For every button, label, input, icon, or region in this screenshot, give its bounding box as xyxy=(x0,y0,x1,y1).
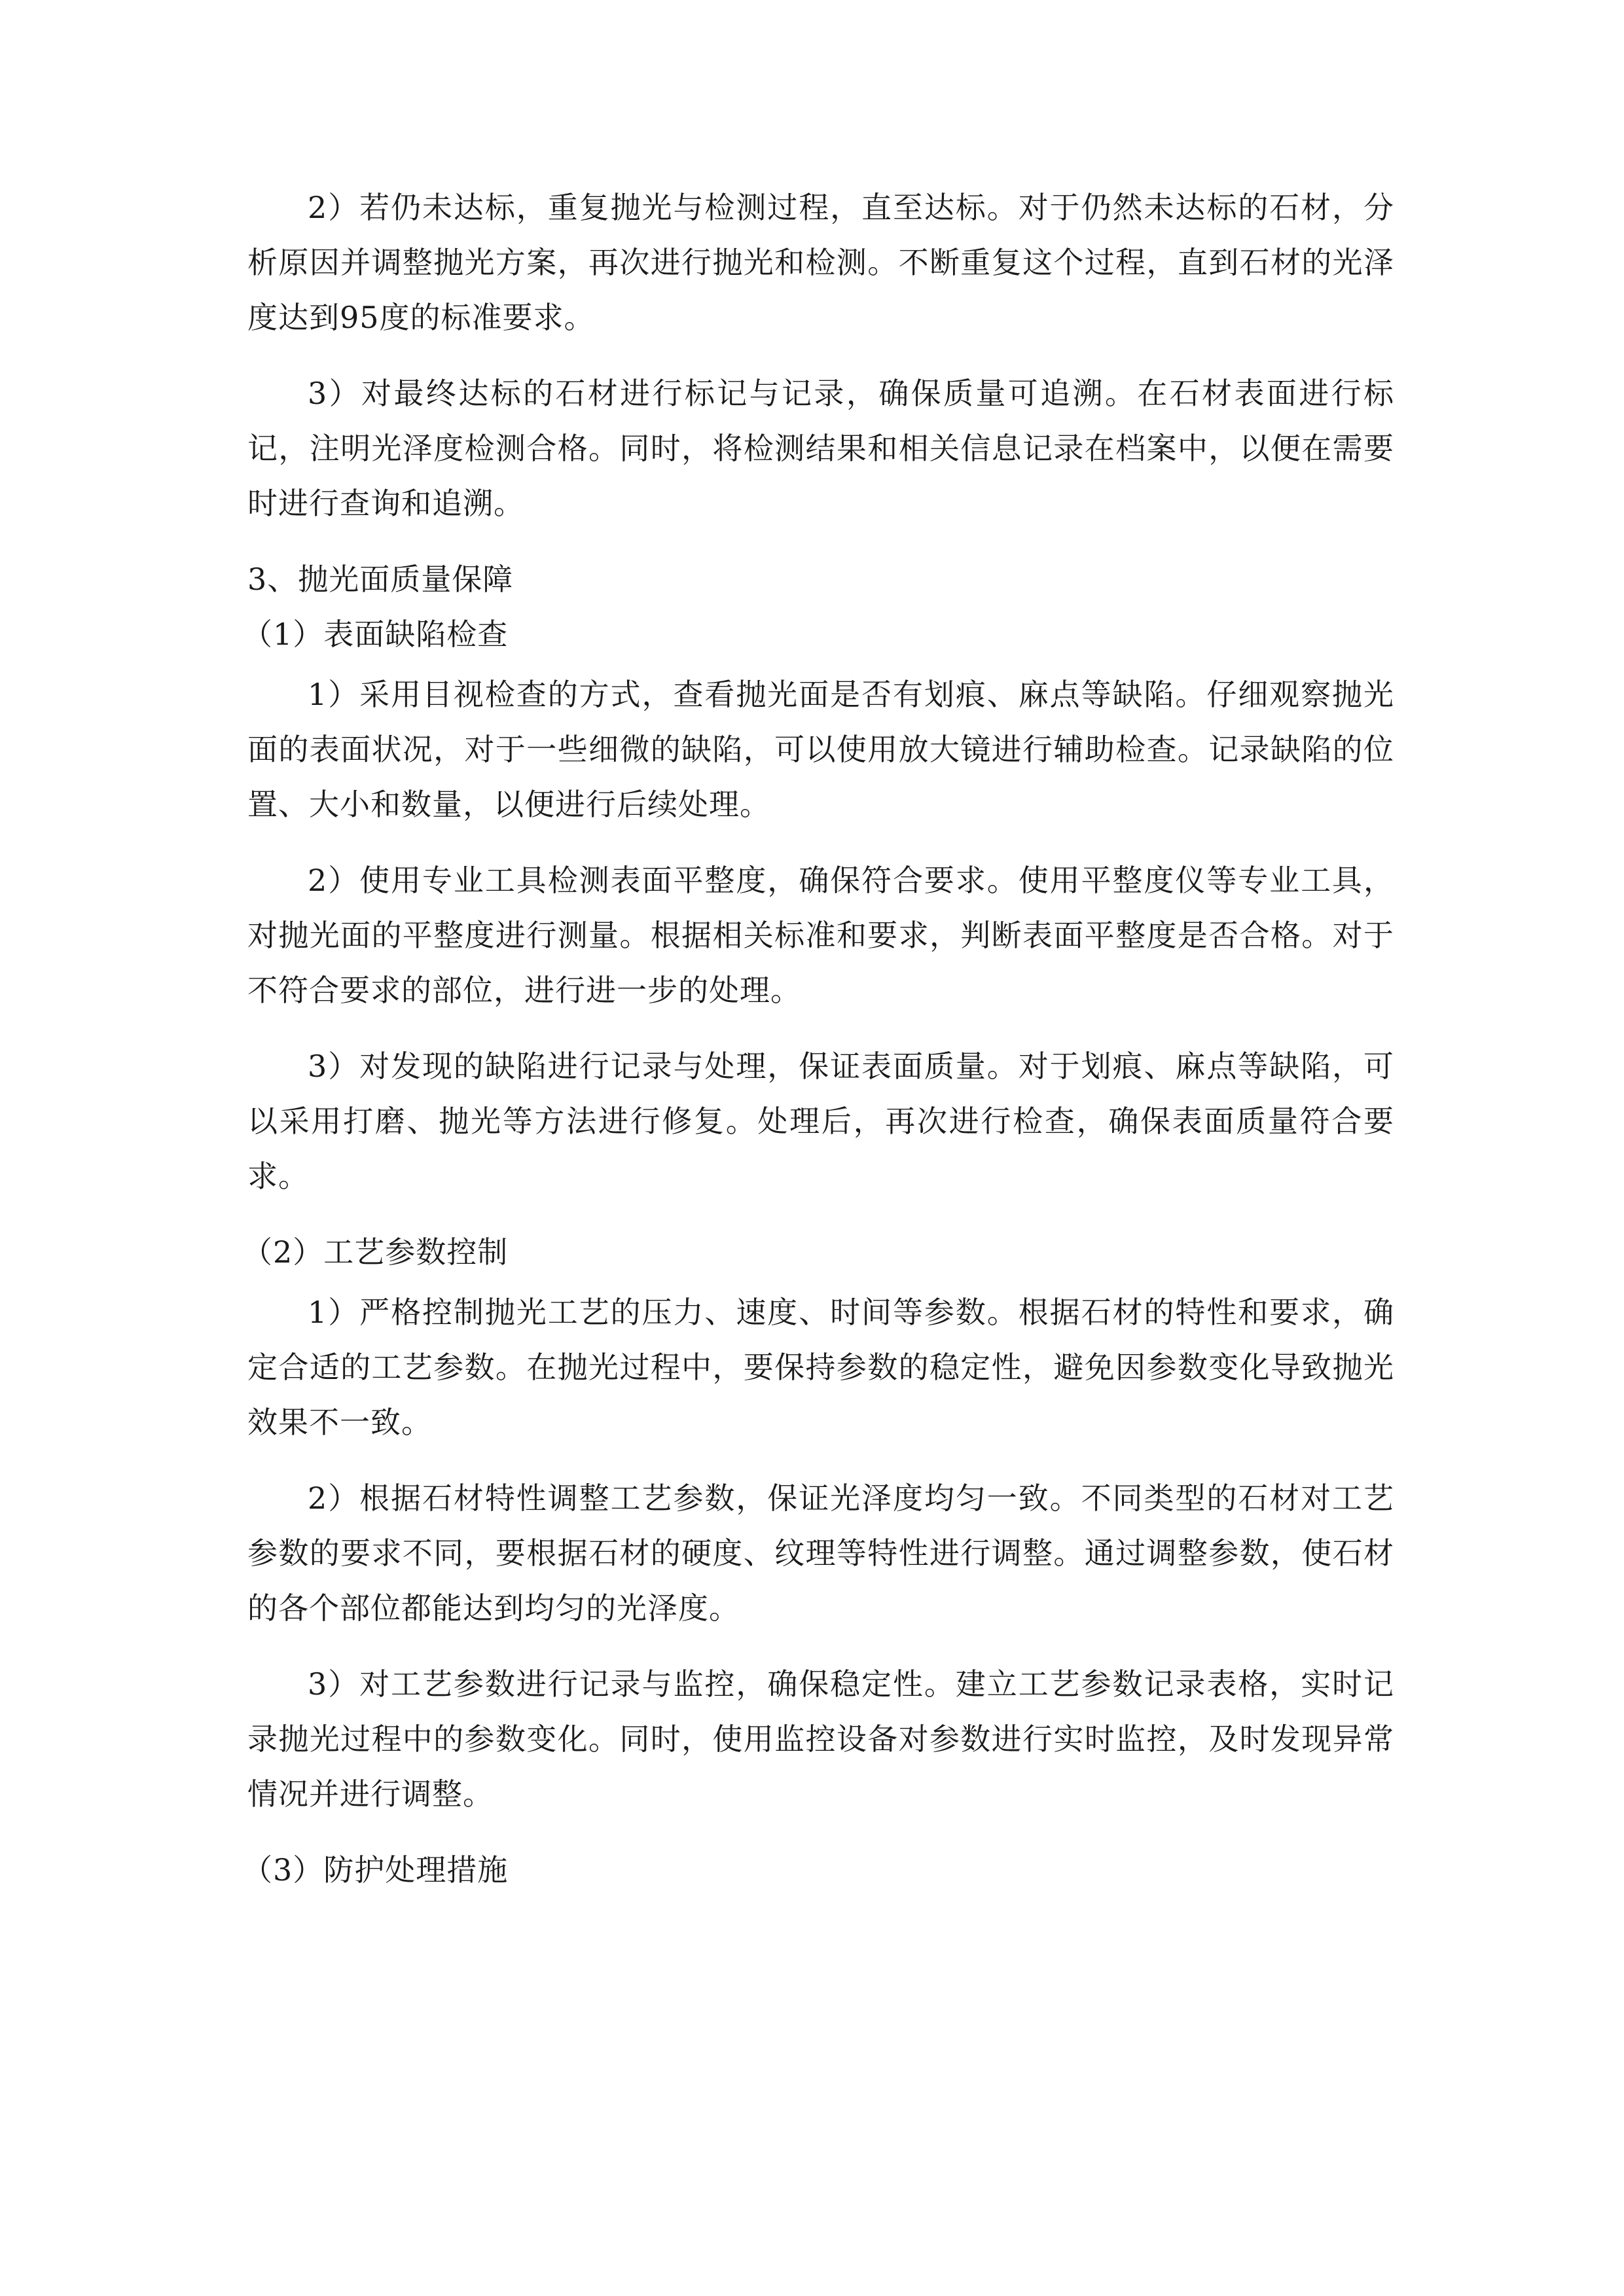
section-heading-polish-quality: 3、抛光面质量保障 xyxy=(247,562,514,597)
subsection-heading-surface-defects: （1）表面缺陷检查 xyxy=(242,617,509,652)
paragraph-marking-records: 3）对最终达标的石材进行标记与记录，确保质量可追溯。在石材表面进行标记，注明光泽度检测合格。同时，将检测结果和相关信息记录在档案中，以便在需要时进行查询和追溯。 xyxy=(247,376,1394,521)
paragraph-adjust-params: 2）根据石材特性调整工艺参数，保证光泽度均匀一致。不同类型的石材对工艺参数的要求不同，要根据石材的硬度、纹理等特性进行调整。通过调整参数，使石材的各个部位都能达到均匀的光泽度。 xyxy=(247,1480,1394,1626)
paragraph-flatness-check: 2）使用专业工具检测表面平整度，确保符合要求。使用平整度仪等专业工具，对抛光面的平整度进行测量。根据相关标准和要求，判断表面平整度是否合格。对于不符合要求的部位，进行进一步的处理。 xyxy=(247,863,1394,1008)
subsection-heading-process-params: （2）工艺参数控制 xyxy=(242,1234,509,1270)
subsection-heading-protection: （3）防护处理措施 xyxy=(242,1852,509,1888)
paragraph-monitor-params: 3）对工艺参数进行记录与监控，确保稳定性。建立工艺参数记录表格，实时记录抛光过程中的参数变化。同时，使用监控设备对参数进行实时监控，及时发现异常情况并进行调整。 xyxy=(247,1666,1394,1812)
paragraph-control-params: 1）严格控制抛光工艺的压力、速度、时间等参数。根据石材的特性和要求，确定合适的工艺参数。在抛光过程中，要保持参数的稳定性，避免因参数变化导致抛光效果不一致。 xyxy=(247,1295,1394,1440)
paragraph-visual-inspection: 1）采用目视检查的方式，查看抛光面是否有划痕、麻点等缺陷。仔细观察抛光面的表面状况，对于一些细微的缺陷，可以使用放大镜进行辅助检查。记录缺陷的位置、大小和数量，以便进行后续处理。 xyxy=(247,677,1394,822)
paragraph-defect-repair: 3）对发现的缺陷进行记录与处理，保证表面质量。对于划痕、麻点等缺陷，可以采用打磨、抛光等方法进行修复。处理后，再次进行检查，确保表面质量符合要求。 xyxy=(247,1049,1394,1194)
paragraph-retry-polishing: 2）若仍未达标，重复抛光与检测过程，直至达标。对于仍然未达标的石材，分析原因并调整抛光方案，再次进行抛光和检测。不断重复这个过程，直到石材的光泽度达到95度的标准要求。 xyxy=(247,190,1394,335)
document-body xyxy=(242,180,1394,1903)
